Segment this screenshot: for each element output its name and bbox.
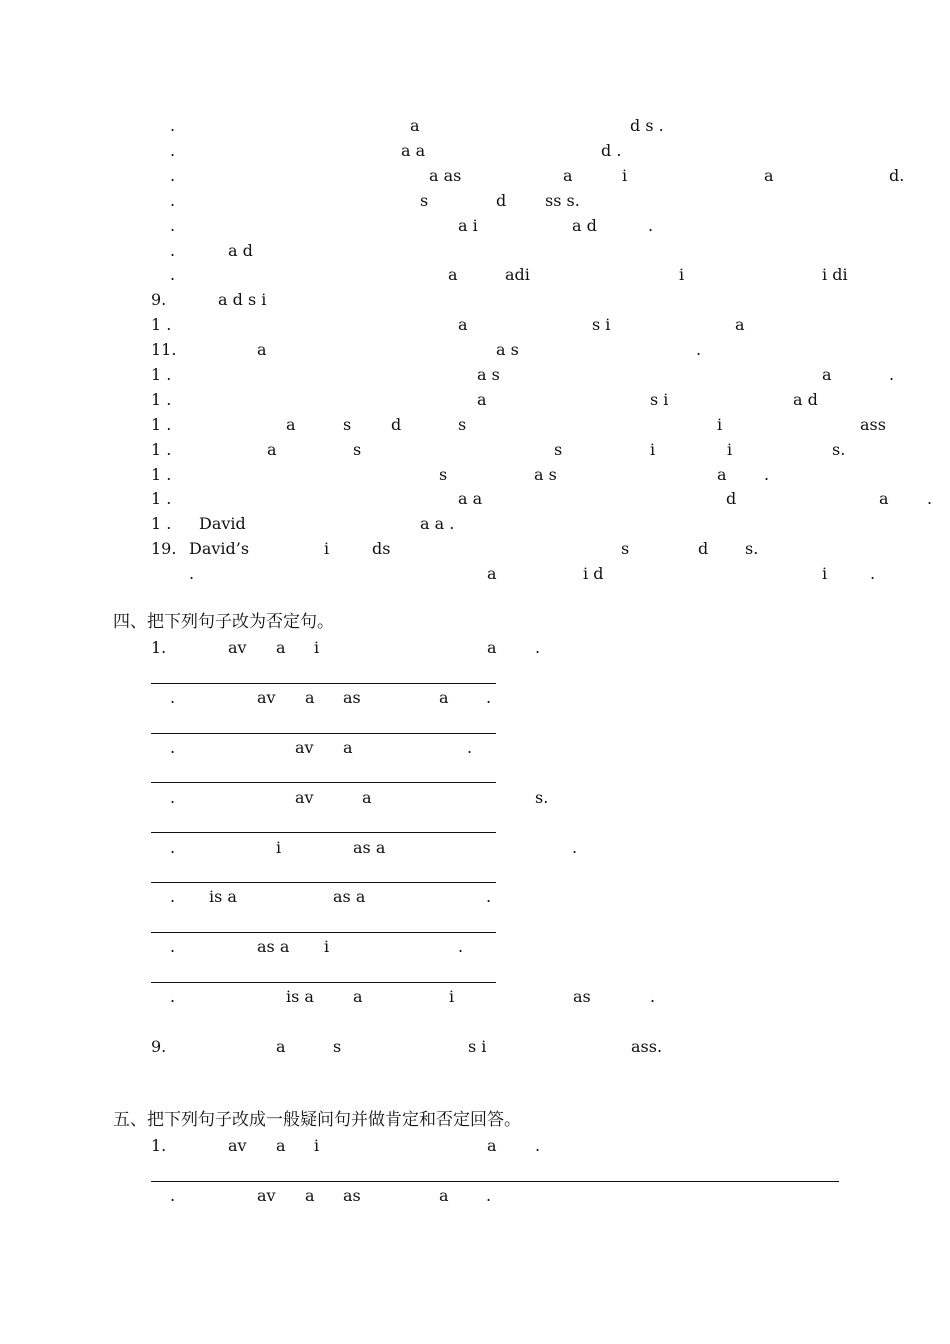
s3-line-19-text: d [698,539,709,558]
s3-line-5-number: . [170,216,176,235]
s5-line-1-text: i [314,1136,320,1155]
s4-line-2-text: as [343,688,361,707]
s3-line-1-number: . [170,116,176,135]
s4-line-3-text: av [295,738,314,757]
answer-line [151,882,496,883]
s3-line-18-text: David [199,514,246,533]
s3-line-2-text: d . [601,141,622,160]
section4-title: 四、把下列句子改为否定句。 [113,612,334,632]
answer-line [151,832,496,833]
s4-line-8-text: . [650,987,656,1006]
s3-line-6-text: a d [228,241,253,260]
s3-line-16-text: a [717,465,727,484]
s4-line-5-text: i [276,838,282,857]
s4-line-5-text: as a [353,838,386,857]
s3-line-15-text: i [650,440,656,459]
s4-line-4-number: . [170,788,176,807]
s3-line-11-text: a [257,340,267,359]
s3-line-17-text: d [726,489,737,508]
answer-line [151,932,496,933]
s3-line-11-text: . [696,340,702,359]
s4-line-8-text: i [449,987,455,1006]
s3-line-13-text: s i [650,390,669,409]
s3-line-16-text: . [764,465,770,484]
s5-line-2-text: a [305,1186,315,1205]
s3-line-14-text: s [343,415,352,434]
s3-line-10-number: 1 . [151,315,172,334]
s3-line-17-text: . [927,489,933,508]
s4-line-1-text: a [487,638,497,657]
s4-line-3-text: . [467,738,473,757]
s4-line-8-text: a [353,987,363,1006]
s4-line-1-text: a [276,638,286,657]
s3-line-19-text: David’s [189,539,250,558]
s4-line-9-text: a [276,1037,286,1056]
s5-line-1-number: 1. [151,1136,167,1155]
s5-line-2-text: . [486,1186,492,1205]
s4-line-9-text: s [333,1037,342,1056]
s3-line-3-text: d. [889,166,905,185]
s3-line-2-text: a a [401,141,426,160]
s3-line-16-text: a s [534,465,557,484]
s3-line-1-text: a [410,116,420,135]
s3-line-9-number: 9. [151,290,167,309]
s3-line-7-text: adi [505,265,530,284]
answer-line [151,982,496,983]
s4-line-4-text: a [362,788,372,807]
s4-line-8-text: is a [286,987,314,1006]
s4-line-8-text: as [573,987,591,1006]
s4-line-9-text: ass. [631,1037,663,1056]
s3-line-4-text: ss s. [545,191,580,210]
s5-line-2-number: . [170,1186,176,1205]
s3-line-4-number: . [170,191,176,210]
s3-line-15-text: a [267,440,277,459]
s4-line-1-text: i [314,638,320,657]
s3-line-19-text: ds [372,539,391,558]
s3-line-14-text: d [391,415,402,434]
s3-line-7-text: i di [822,265,848,284]
s3-line-5-text: a i [458,216,478,235]
s4-line-5-text: . [572,838,578,857]
s4-line-1-text: . [535,638,546,657]
s3-line-13-number: 1 . [151,390,172,409]
s3-line-16-number: 1 . [151,465,172,484]
s4-line-1-text: av [228,638,247,657]
s3-line-14-text: ass [860,415,886,434]
s4-line-7-text: . [458,937,464,956]
s3-line-10-text: a [458,315,468,334]
s3-line-3-text: a [764,166,774,185]
s4-line-7-number: . [170,937,176,956]
s4-line-7-text: i [324,937,330,956]
s3-line-19-number: 19. [151,539,177,558]
s3-line-2-number: . [170,141,176,160]
s3-line-17-text: a a [458,489,483,508]
s3-line-4-text: s [420,191,429,210]
s3-line-12-text: . [889,365,895,384]
s3-line-19-text: i [324,539,330,558]
s4-line-2-text: av [257,688,276,707]
s3-line-16-text: s [439,465,448,484]
s3-line-18-number: 1 . [151,514,172,533]
s5-line-2-text: as [343,1186,361,1205]
s5-line-1-text: a [487,1136,497,1155]
s3-line-19-text: s. [745,539,759,558]
answer-line [151,683,496,684]
s4-line-8-number: . [170,987,176,1006]
s5-line-2-text: a [439,1186,449,1205]
s3-line-17-number: 1 . [151,489,172,508]
s3-line-11-text: a s [496,340,519,359]
s3-line-15-number: 1 . [151,440,172,459]
s4-line-2-number: . [170,688,176,707]
s3-line-14-text: i [717,415,723,434]
s4-line-2-text: a [305,688,315,707]
s4-line-5-number: . [170,838,176,857]
s3-line-7-text: a [448,265,458,284]
s4-line-2-text: a [439,688,449,707]
s4-line-6-number: . [170,887,176,906]
s4-line-9-text: s i [468,1037,487,1056]
s3-line-12-text: a s [477,365,500,384]
s4-line-1-number: 1. [151,638,167,657]
s3-line-5-text: . [648,216,654,235]
s5-line-1-text: a [276,1136,286,1155]
s3-line-5-text: a d [572,216,597,235]
s3-line-3-text: i [622,166,628,185]
answer-line [151,782,496,783]
s4-line-9-number: 9. [151,1037,167,1056]
s4-line-4-text: av [295,788,314,807]
s3-line-15-text: s [353,440,362,459]
s3-line-19-text: s [621,539,630,558]
s3-line-18-text: a a . [420,514,455,533]
s3-line-3-number: . [170,166,176,185]
s3-line-13-text: a d [793,390,818,409]
section5-title: 五、把下列句子改成一般疑问句并做肯定和否定回答。 [113,1110,521,1130]
s4-line-6-text: . [486,887,492,906]
s4-line-2-text: . [486,688,492,707]
s5-line-2-text: av [257,1186,276,1205]
s3-line-14-text: s [458,415,467,434]
s4-line-4-text: s. [535,788,549,807]
s3-line-15-text: s. [832,440,846,459]
s5-line-1-text: av [228,1136,247,1155]
s3-line-12-number: 1 . [151,365,172,384]
s3-line-20-text: i [822,564,828,583]
s3-line-20-number: . [189,564,195,583]
s3-line-3-text: a as [429,166,462,185]
s3-line-11-number: 11. [151,340,177,359]
s3-line-4-text: d [496,191,507,210]
s3-line-1-text: d s . [630,116,664,135]
s3-line-9-text: a d s i [218,290,267,309]
s4-line-6-text: as a [333,887,366,906]
s4-line-3-number: . [170,738,176,757]
s5-line-1-text: . [535,1136,541,1155]
s3-line-12-text: a [822,365,832,384]
answer-line [151,1181,839,1182]
s3-line-7-number: . [170,265,176,284]
s3-line-20-text: . [870,564,876,583]
s3-line-7-text: i [679,265,685,284]
s3-line-14-number: 1 . [151,415,172,434]
answer-line [151,733,496,734]
s4-line-3-text: a [343,738,353,757]
s3-line-3-text: a [563,166,573,185]
s3-line-20-text: i d [583,564,604,583]
s3-line-17-text: a [879,489,889,508]
s3-line-15-text: s [554,440,563,459]
s4-line-6-text: is a [209,887,237,906]
s3-line-13-text: a [477,390,487,409]
s3-line-10-text: a [735,315,745,334]
s3-line-20-text: a [487,564,497,583]
s3-line-15-text: i [727,440,733,459]
s3-line-6-number: . [170,241,176,260]
s3-line-14-text: a [286,415,296,434]
s3-line-10-text: s i [592,315,611,334]
s4-line-7-text: as a [257,937,290,956]
